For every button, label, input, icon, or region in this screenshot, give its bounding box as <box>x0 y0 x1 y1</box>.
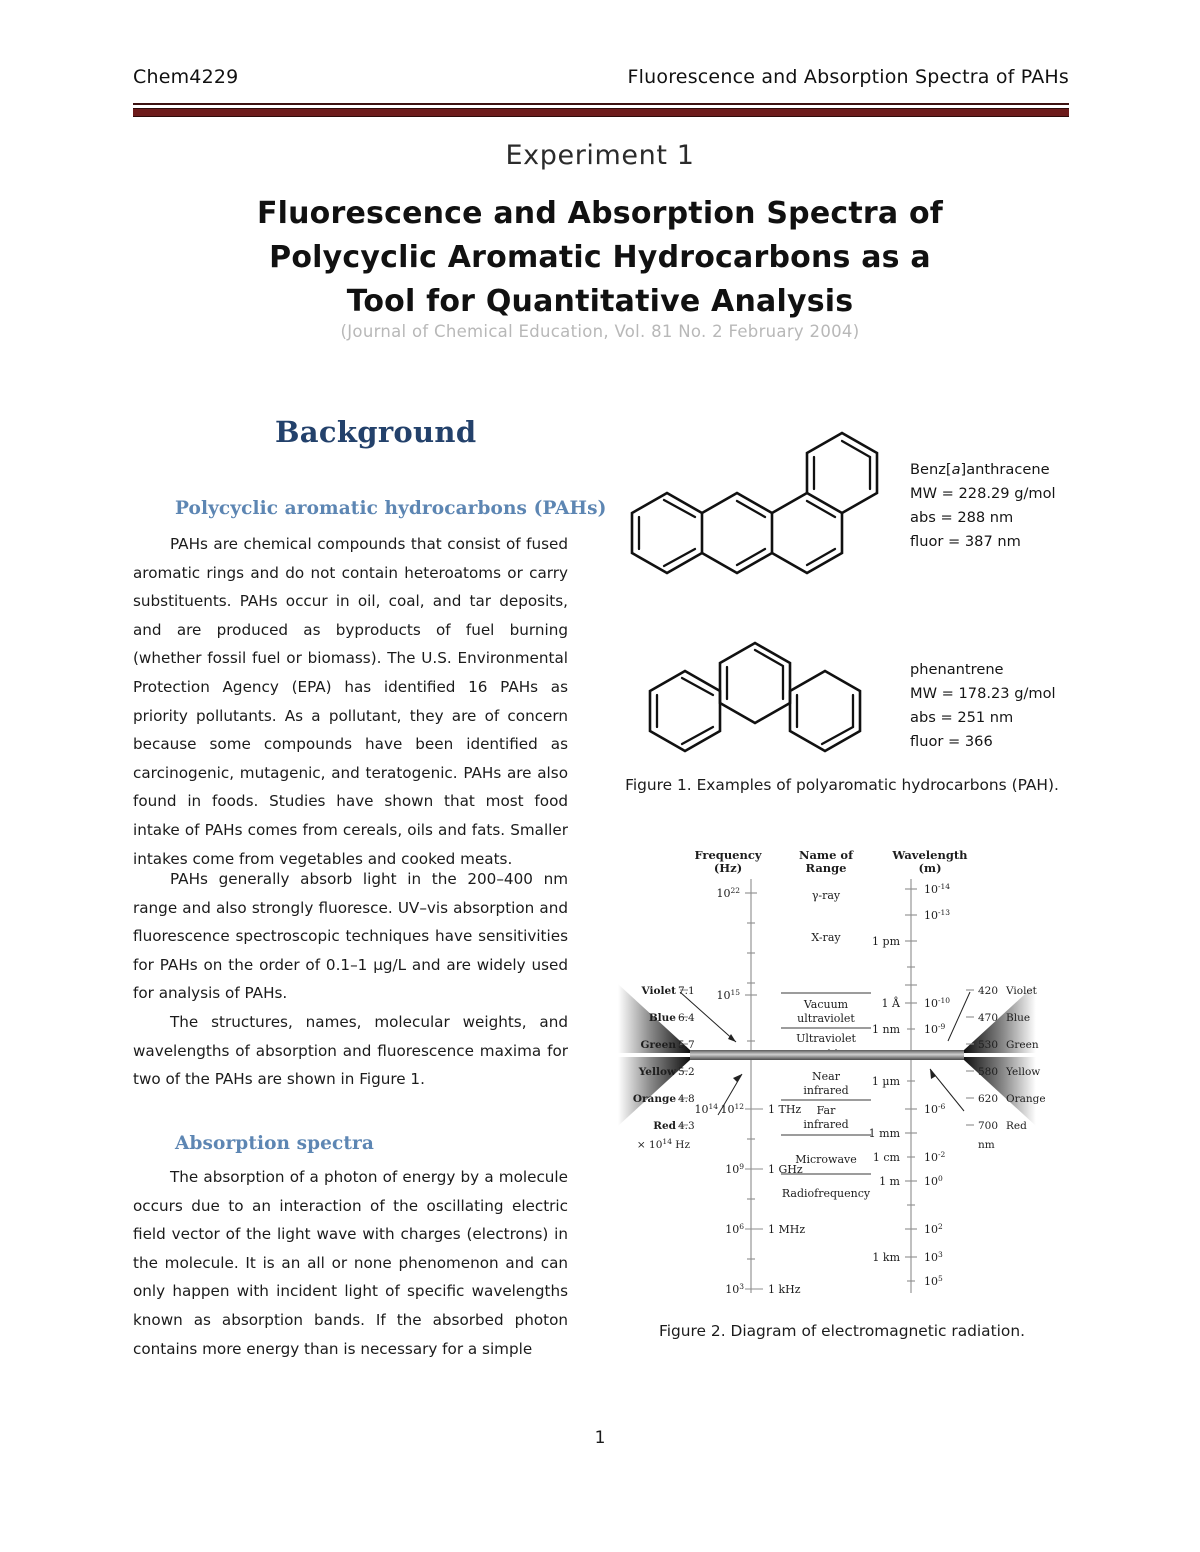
range-name-vacuum-uv-line2: ultraviolet <box>797 1012 855 1025</box>
visible-color-freq: 6.4 <box>678 1012 695 1024</box>
wavelength-named-label: 1 Å <box>881 997 900 1010</box>
subsection-heading-pahs: Polycyclic aromatic hydrocarbons (PAHs) <box>175 498 607 519</box>
wavelength-tick-label: $10^{-6}$ <box>924 1102 946 1116</box>
source-citation: (Journal of Chemical Education, Vol. 81 No. 2 February 2004) <box>340 322 860 341</box>
range-name-near-ir-line1: Near <box>812 1070 840 1083</box>
molecule-phenantrene-structure <box>640 633 880 778</box>
visible-color-freq: 4.3 <box>678 1120 695 1132</box>
title-line-1: Fluorescence and Absorption Spectra of <box>256 196 944 231</box>
range-name-radiofrequency: Radiofrequency <box>781 1187 871 1200</box>
visible-color-name: Green <box>640 1039 676 1051</box>
benz-a-anthracene-svg <box>620 418 890 588</box>
wavelength-tick-label: $10^5$ <box>924 1274 943 1288</box>
header-rule-thin <box>133 103 1069 105</box>
page-header <box>133 66 1069 102</box>
frequency-tick-marks <box>745 893 763 1289</box>
visible-color-freq: 5.7 <box>678 1039 695 1051</box>
visible-color-name: Blue <box>648 1012 676 1024</box>
wavelength-named-label: 1 pm <box>872 935 900 948</box>
visible-color-name: Orange <box>1006 1093 1046 1105</box>
range-name-vacuum-uv-line1: Vacuum <box>803 998 849 1011</box>
range-name-microwave: Microwave <box>795 1153 857 1166</box>
header-running-title: Fluorescence and Absorption Spectra of PAHs <box>627 66 1069 88</box>
range-name-far-ir-line2: infrared <box>803 1118 849 1131</box>
molecule-phenantrene-label <box>910 658 1056 754</box>
range-name-far-ir-line1: Far <box>816 1104 836 1117</box>
body-paragraph-group-2 <box>133 865 568 1094</box>
visible-color-wavelength: 530 <box>978 1039 999 1051</box>
frequency-tick-label: $10^9$ <box>725 1162 744 1176</box>
frequency-named-label: 1 THz <box>768 1103 802 1116</box>
range-name-near-ir-line2: infrared <box>803 1084 849 1097</box>
frequency-tick-label: $10^3$ <box>725 1282 744 1296</box>
molecule-benz-a-anthracene-label <box>910 458 1056 554</box>
title-line-3: Tool for Quantitative Analysis <box>346 284 854 319</box>
wavelength-tick-label: $10^{-13}$ <box>924 908 951 922</box>
wavelength-named-label: 1 m <box>879 1175 900 1188</box>
column-header-frequency-line2: (Hz) <box>713 861 743 875</box>
subsection-heading-absorption-spectra: Absorption spectra <box>175 1133 374 1154</box>
frequency-tick-label: $10^{14}$ <box>694 1102 718 1116</box>
visible-color-name: Yellow <box>638 1066 676 1078</box>
paragraph-text: PAHs generally absorb light in the 200–400 nm range and also strongly fluoresce. UV–vis absorption and fluorescence spectroscopic techniques have sensitivities for PAHs on the order of 0.1–1 µg/L and are widely used for analysis of PAHs. <box>133 870 568 1003</box>
wavelength-tick-label: $10^{-10}$ <box>924 996 951 1010</box>
frequency-named-label: 1 MHz <box>768 1223 806 1236</box>
range-name-ultraviolet: Ultraviolet <box>796 1032 856 1045</box>
body-paragraph-1 <box>133 530 568 873</box>
title-line-2: Polycyclic Aromatic Hydrocarbons as a <box>269 240 931 275</box>
molecule-fluor: fluor = 366 <box>910 733 993 750</box>
frequency-named-label: 1 GHz <box>768 1163 803 1176</box>
wavelength-tick-label: $10^{-2}$ <box>924 1150 946 1164</box>
wavelength-tick-label: $10^2$ <box>924 1222 943 1236</box>
visible-color-freq: 5.2 <box>678 1066 695 1078</box>
column-header-name-line2: Range <box>805 861 847 875</box>
molecule-benz-a-anthracene-structure <box>620 418 890 588</box>
visible-color-wavelength: 620 <box>978 1093 999 1105</box>
frequency-tick-label: $10^6$ <box>725 1222 744 1236</box>
wavelength-named-label: 1 nm <box>871 1023 900 1036</box>
paragraph-text: PAHs are chemical compounds that consist of fused aromatic rings and do not contain heteroatoms or carry substituents. PAHs occur in oil, coal, and tar deposits, and are produced as byproducts of fuel burning (whether fossil fuel or biomass). The U.S. Environmental Protection Agency (EPA) has identified 16 PAHs as priority pollutants. As a pollutant, they are of concern because some compounds have been identified as carcinogenic, mutagenic, and teratogenic. PAHs are also found in foods. Studies have shown that most food intake of PAHs comes from cereals, oils and fats. Smaller intakes come from vegetables and cooked meats. <box>133 535 568 868</box>
header-course-code: Chem4229 <box>133 66 239 88</box>
frequency-tick-label: $10^{15}$ <box>716 988 740 1002</box>
molecule-abs: abs = 251 nm <box>910 709 1014 726</box>
wavelength-tick-label: $10^0$ <box>924 1174 943 1188</box>
column-header-frequency-line1: Frequency <box>694 848 762 862</box>
paragraph-text: The absorption of a photon of energy by a molecule occurs due to an interaction of the oscillating electric field vector of the light wave with charges (electrons) in the molecule. It is an all or none phenomenon and can only happen with incident light of specific wavelengths known as absorption bands. If the absorbed photon contains more energy than is necessary for a simple <box>133 1168 568 1358</box>
wavelength-tick-label: $10^3$ <box>924 1250 943 1264</box>
visible-color-freq: 4.8 <box>678 1093 695 1105</box>
molecule-mw: MW = 178.23 g/mol <box>910 685 1056 702</box>
experiment-label: Experiment 1 <box>505 140 695 171</box>
visible-color-name: Violet <box>1006 985 1037 997</box>
column-header-wavelength-line1: Wavelength <box>892 848 968 862</box>
visible-color-name: Green <box>1006 1039 1039 1051</box>
electromagnetic-spectrum-svg <box>618 845 1066 1305</box>
wavelength-named-label: 1 cm <box>872 1151 900 1164</box>
column-header-wavelength-line2: (m) <box>918 861 942 875</box>
molecule-fluor: fluor = 387 nm <box>910 533 1021 550</box>
column-header-name-line1: Name of <box>798 848 854 862</box>
visible-color-wavelength: 420 <box>978 985 999 997</box>
visible-color-name: Red <box>653 1120 676 1132</box>
paragraph-text: The structures, names, molecular weights, and wavelengths of absorption and fluorescence maxima for two of the PAHs are shown in Figure 1. <box>133 1012 568 1089</box>
visible-color-wavelength: 470 <box>978 1012 999 1024</box>
wavelength-named-label: 1 mm <box>868 1127 900 1140</box>
figure-1 <box>612 418 1072 818</box>
visible-color-wavelength: 700 <box>978 1120 999 1132</box>
visible-color-name: Red <box>1006 1120 1027 1132</box>
figure-1-caption: Figure 1. Examples of polyaromatic hydrocarbons (PAH). <box>625 776 1059 794</box>
molecule-mw: MW = 228.29 g/mol <box>910 485 1056 502</box>
arrowhead <box>728 1034 736 1042</box>
figure-2-caption: Figure 2. Diagram of electromagnetic radiation. <box>659 1322 1025 1340</box>
arrowhead <box>930 1069 936 1079</box>
body-paragraph-4 <box>133 1163 568 1363</box>
visible-wavelength-unit: nm <box>978 1139 995 1151</box>
range-name-x-ray: X-ray <box>811 931 841 944</box>
phenantrene-svg <box>640 633 880 778</box>
molecule-abs: abs = 288 nm <box>910 509 1014 526</box>
wavelength-tick-label: $10^{-9}$ <box>924 1022 946 1036</box>
wavelength-named-label: 1 µm <box>871 1075 900 1088</box>
wavelength-named-label: 1 km <box>872 1251 900 1264</box>
arrowhead <box>733 1074 742 1082</box>
frequency-named-label: 1 kHz <box>768 1283 801 1296</box>
figure-2 <box>618 845 1066 1305</box>
visible-band-strip <box>690 1050 964 1060</box>
molecule-name: phenantrene <box>910 661 1004 678</box>
visible-color-name: Violet <box>641 985 676 997</box>
visible-frequency-unit: × $10^{14}$ Hz <box>636 1137 690 1151</box>
page-number: 1 <box>594 1428 606 1448</box>
header-rule-thick <box>133 108 1069 117</box>
visible-color-wavelength: 580 <box>978 1066 999 1078</box>
page-title <box>250 192 950 324</box>
frequency-tick-label: $10^{22}$ <box>716 886 740 900</box>
visible-color-name: Blue <box>1006 1012 1031 1024</box>
visible-color-name: Orange <box>632 1093 676 1105</box>
visible-color-name: Yellow <box>1006 1066 1041 1078</box>
frequency-tick-label: $10^{12}$ <box>720 1102 744 1116</box>
range-name-gamma-ray: γ-ray <box>811 889 841 902</box>
molecule-name: Benz[a]anthracene <box>910 461 1050 478</box>
visible-color-freq: 7.1 <box>678 985 695 997</box>
wavelength-tick-label: $10^{-14}$ <box>924 882 951 896</box>
section-heading-background: Background <box>275 415 477 449</box>
